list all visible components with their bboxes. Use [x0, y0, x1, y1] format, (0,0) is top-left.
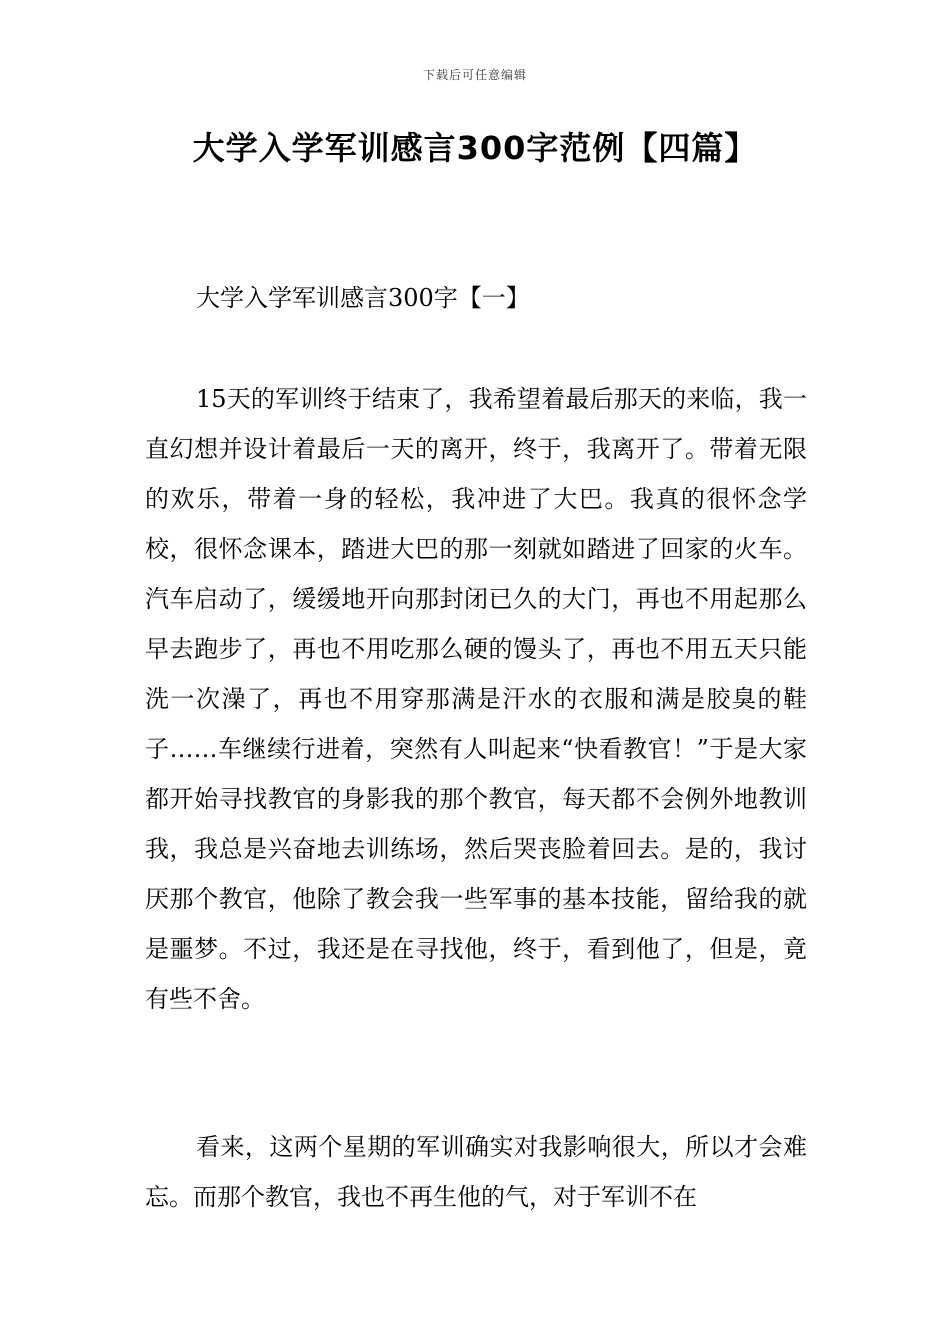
section-title: 大学入学军训感言300字【一】	[196, 284, 530, 312]
paragraph: 看来，这两个星期的军训确实对我影响很大，所以才会难忘。而那个教官，我也不再生他的气，对于军训不在	[145, 1133, 807, 1211]
header-note: 下载后可任意编辑	[422, 68, 527, 82]
paragraph: 15天的军训终于结束了，我希望着最后那天的来临，我一直幻想并设计着最后一天的离开，终于，我离开了。带着无限的欢乐，带着一身的轻松，我冲进了大巴。我真的很怀念学校，很怀念课本，踏进大巴的那一刻就如踏进了回家的火车。汽车启动了，缓缓地开向那封闭已久的大门，再也不用起那么早去跑步了，再也不用吃那么硬的馒头了，再也不用五天只能洗一次澡了，再也不用穿那满是汗水的衣服和满是胶臭的鞋子……车继续行进着，突然有人叫起来“快看教官！”于是大家都开始寻找教官的身影我的那个教官，每天都不会例外地教训我，我总是兴奋地去训练场，然后哭丧脸着回去。是的，我讨厌那个教官，他除了教会我一些军事的基本技能，留给我的就是噩梦。不过，我还是在寻找他，终于，看到他了，但是，竟有些不舍。	[145, 385, 807, 1013]
document-title: 大学入学军训感言300字范例【四篇】	[192, 129, 758, 167]
